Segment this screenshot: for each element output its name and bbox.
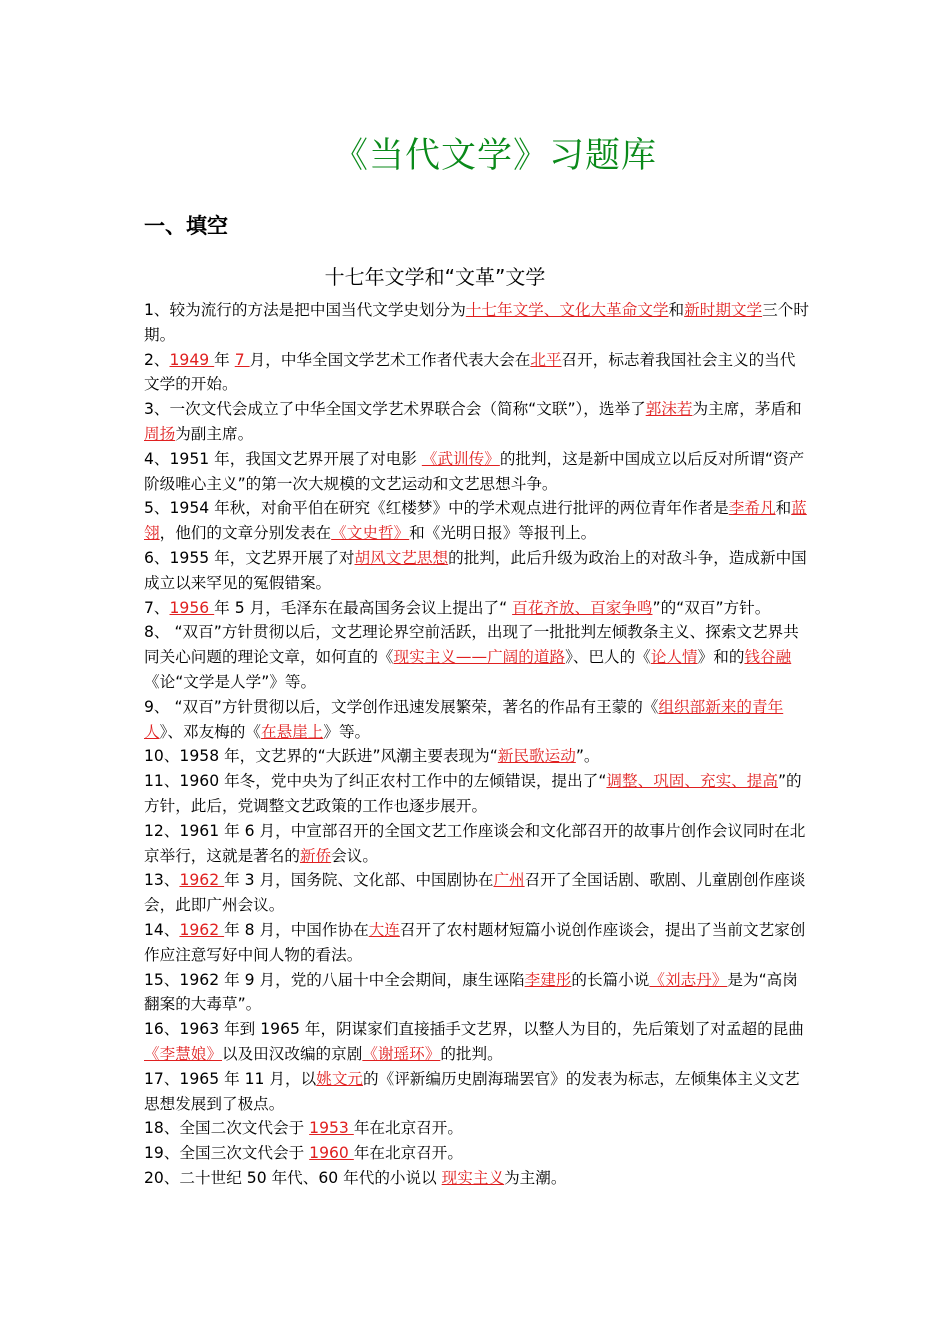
question-text: 以及田汉改编的京剧 (221, 1044, 363, 1063)
question-text: 年在北京召开。 (353, 1119, 463, 1138)
answer-text: 论人情 (650, 648, 698, 667)
question-text: 和 (775, 499, 792, 518)
answer-text: 李希凡 (728, 499, 776, 518)
question-item (144, 968, 810, 1018)
section-heading: 一、填空 (144, 214, 228, 238)
question-text: 14、 (144, 920, 180, 939)
answer-text: 1956 (169, 598, 215, 617)
question-text: 三个时期。 (144, 301, 809, 344)
question-text: 年 3 月，国务院、文化部、中国剧协在 (224, 871, 494, 890)
question-text: ”的“双百”方针。 (652, 598, 771, 617)
question-item (144, 546, 810, 596)
question-text: 3、一次文代会成立了中华全国文学艺术界联合会（简称“文联”），选举了 (144, 400, 646, 419)
answer-text: 《刘志丹》 (649, 970, 728, 989)
question-text: 17、1965 年 11 月，以 (144, 1069, 317, 1088)
question-item (144, 298, 810, 348)
question-text: ，他们的文章分别发表在 (159, 524, 332, 543)
answer-text: 广州 (493, 871, 525, 890)
answer-text: 胡风文艺思想 (354, 548, 449, 567)
answer-text: 新民歌运动 (497, 747, 576, 766)
answer-text: 大连 (368, 920, 400, 939)
question-text: 月，中华全国文学艺术工作者代表大会在 (249, 350, 531, 369)
answer-text: 北平 (530, 350, 562, 369)
answer-text: 新时期文学 (684, 301, 763, 319)
answer-text: 现实主义——广阔的道路 (393, 648, 566, 667)
question-item (144, 348, 810, 398)
question-text: 6、1955 年，文艺界开展了对 (144, 548, 355, 567)
question-text: 会议。 (331, 846, 378, 865)
answer-text: 新侨 (299, 846, 332, 865)
question-text: 年 8 月，中国作协在 (224, 920, 369, 939)
question-text: 召开，标志着我国社会主义的当代文学的开始。 (144, 350, 796, 394)
question-text: 》等。 (323, 722, 371, 741)
question-item (144, 918, 810, 968)
answer-text: 蓝翎 (144, 499, 807, 543)
question-item (144, 1166, 810, 1191)
question-text: 10、1958 年，文艺界的“大跃进”风潮主要表现为“ (144, 747, 498, 766)
answer-text: 钱谷融 (744, 648, 792, 667)
question-text: 19、全国三次文代会于 (144, 1144, 310, 1163)
answer-text: 1962 (179, 920, 225, 939)
document-title: 《当代文学》习题库 (332, 136, 657, 176)
question-text: 2、 (144, 350, 170, 369)
question-text: 》和的 (697, 648, 745, 667)
question-text: 》、巴人的《 (565, 648, 651, 667)
answer-text: 十七年文学、文化大革命文学 (465, 301, 669, 319)
answer-text: 7 (234, 350, 250, 369)
question-text: 的批判。 (440, 1044, 503, 1063)
question-item (144, 868, 810, 918)
question-text: 的批判，这是新中国成立以后反对所谓“资产阶级唯心主义”的第一次大规模的文艺运动和文艺思想斗争。 (144, 449, 805, 493)
question-text: 16、1963 年到 1965 年，阴谋家们直接插手文艺界，以整人为目的，先后策划了对孟超的昆曲 (144, 1020, 804, 1039)
question-text: 18、全国二次文代会于 (144, 1119, 310, 1138)
question-text: 为主潮。 (504, 1168, 567, 1187)
question-item (144, 695, 810, 745)
question-text: 15、1962 年 9 月，党的八届十中全会期间，康生诬陷 (144, 970, 525, 989)
answer-text: 1953 (309, 1119, 354, 1138)
question-item (144, 769, 810, 819)
question-item (144, 1067, 810, 1117)
question-text: 4、1951 年，我国文艺界开展了对电影 (144, 449, 422, 468)
question-text: 是为“高岗翻案的大毒草”。 (144, 970, 798, 1014)
answer-text: 在悬崖上 (260, 722, 324, 741)
question-text: 年 (214, 350, 235, 369)
question-item (144, 596, 810, 621)
question-text: 11、1960 年冬，党中央为了纠正农村工作中的左倾错误，提出了“ (144, 772, 607, 791)
question-item (144, 1116, 810, 1141)
question-item (144, 1017, 810, 1067)
question-text: 8、 “双百”方针贯彻以后，文艺理论界空前活跃，出现了一批批判左倾教条主义、探索文艺界共同关心问题的理论文章，如何直的《 (144, 623, 799, 667)
question-text: ”。 (575, 747, 600, 766)
question-text: 12、1961 年 6 月，中宣部召开的全国文艺工作座谈会和文化部召开的故事片创作会议同时在北京举行，这就是著名的 (144, 821, 806, 865)
answer-text: 组织部新来的青年人 (144, 697, 784, 741)
answer-text: 《武训传》 (421, 449, 500, 468)
question-item (144, 447, 810, 497)
question-item (144, 620, 810, 694)
answer-text: 1962 (179, 871, 225, 890)
question-text: 召开了农村题材短篇小说创作座谈会，提出了当前文艺家创作应注意写好中间人物的看法。 (144, 920, 806, 964)
answer-text: 1960 (309, 1144, 354, 1163)
question-text: ”的方针，此后，党调整文艺政策的工作也逐步展开。 (144, 772, 802, 815)
answer-text: 郭沫若 (645, 400, 693, 419)
subsection-heading: 十七年文学和“文革”文学 (324, 265, 546, 289)
answer-text: 百花齐放、百家争鸣 (512, 598, 653, 617)
question-text: 7、 (144, 598, 170, 617)
answer-text: 《文史哲》 (331, 524, 410, 543)
question-item (144, 819, 810, 869)
answer-text: 李建彤 (524, 970, 572, 989)
question-text: 的长篇小说 (571, 970, 650, 989)
question-item (144, 1141, 810, 1166)
question-text: 1、较为流行的方法是把中国当代文学史划分为 (144, 301, 466, 319)
question-text: 和《光明日报》等报刊上。 (409, 524, 597, 543)
answer-text: 姚文元 (316, 1069, 364, 1088)
question-text: 20、二十世纪 50 年代、60 年代的小说以 (144, 1168, 442, 1187)
question-text: 《论“文学是人学”》等。 (144, 672, 317, 691)
question-text: 年在北京召开。 (353, 1144, 463, 1163)
question-text: 的《评新编历史剧海瑞罢官》的发表为标志，左倾集体主义文艺思想发展到了极点。 (144, 1069, 800, 1113)
question-text: 13、 (144, 871, 180, 890)
question-text: 召开了全国话剧、歌剧、儿童剧创作座谈会，此即广州会议。 (144, 871, 806, 915)
question-text: 为主席，茅盾和 (692, 400, 802, 419)
question-item (144, 397, 810, 447)
question-item (144, 496, 810, 546)
question-text: 为副主席。 (175, 424, 254, 443)
question-text: 》、邓友梅的《 (159, 722, 261, 741)
answer-text: 《谢瑶环》 (362, 1044, 441, 1063)
question-text: 9、 “双百”方针贯彻以后，文学创作迅速发展繁荣，著名的作品有王蒙的《 (144, 697, 659, 716)
answer-text: 周扬 (144, 424, 176, 443)
answer-text: 调整、巩固、充实、提高 (606, 772, 778, 791)
question-text: 的批判，此后升级为政治上的对敌斗争，造成新中国成立以来罕见的冤假错案。 (144, 548, 807, 592)
answer-text: 1949 (169, 350, 215, 369)
question-list (144, 298, 810, 1191)
answer-text: 现实主义 (441, 1168, 505, 1187)
question-item (144, 744, 810, 769)
question-text: 5、1954 年秋，对俞平伯在研究《红楼梦》中的学术观点进行批评的两位青年作者是 (144, 499, 729, 518)
question-text: 年 5 月，毛泽东在最高国务会议上提出了“ (214, 598, 513, 617)
answer-text: 《李慧娘》 (144, 1044, 222, 1063)
question-text: 和 (668, 301, 685, 319)
